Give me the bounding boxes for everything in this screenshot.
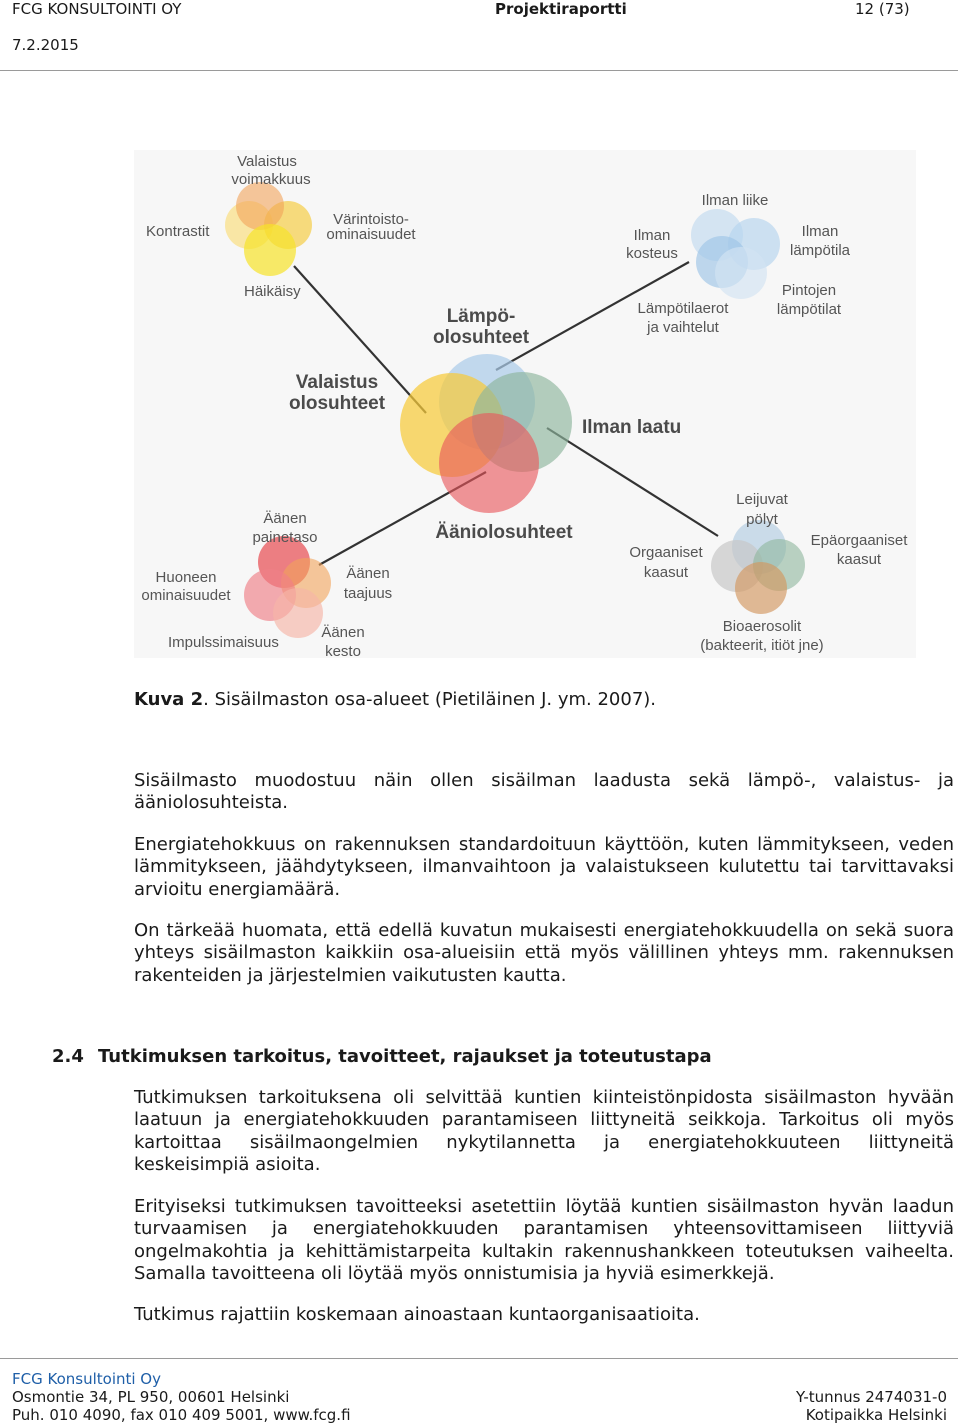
label-valaistus-1: Valaistus	[295, 372, 379, 393]
paragraph-5: Erityiseksi tutkimuksen tavoitteeksi asetettiin löytää kuntien sisäilmaston hyvän laadun turvaamisen ja energiatehokkuuden parantamisen yhteensovittamiseen liittyviä ongelmakohtia ja kehittämistarpeita kultakin rakennushankkeen toteutuksen vaiheelta. Samalla tavoitteena oli löytää myös onnistumisia ja hyviä esimerkkejä.	[134, 1196, 954, 1284]
label-lampotilaerot-1: Lämpötilaerot	[637, 300, 729, 317]
footer-ytunnus: Y-tunnus 2474031-0	[795, 1388, 947, 1406]
label-taajuus-2: taajuus	[343, 585, 393, 602]
circle-air-4	[735, 562, 787, 614]
footer-address: Osmontie 34, PL 950, 00601 Helsinki	[12, 1388, 290, 1406]
footer-kotipaikka: Kotipaikka Helsinki	[805, 1406, 947, 1424]
label-leijuvat-2: pölyt	[746, 511, 778, 528]
label-orgaaniset-1: Orgaaniset	[629, 544, 703, 561]
footer-company: FCG Konsultointi Oy	[12, 1370, 161, 1388]
label-huoneen-2: ominaisuudet	[141, 587, 231, 604]
label-ilman-laatu: Ilman laatu	[582, 417, 682, 438]
indoor-climate-diagram	[134, 150, 916, 658]
label-ilman-kosteus-2: kosteus	[626, 245, 678, 262]
section-number: 2.4	[52, 1046, 84, 1067]
label-impulssimaisuus: Impulssimaisuus	[168, 634, 279, 651]
label-lampo-1: Lämpö-	[446, 306, 516, 327]
header-date: 7.2.2015	[12, 36, 79, 54]
label-epaorgaaniset-1: Epäorgaaniset	[810, 532, 908, 549]
label-valaistus-voimakkuus-1: Valaistus	[237, 153, 297, 170]
label-kesto-2: kesto	[325, 643, 361, 658]
circle-lighting-3	[236, 182, 284, 230]
section-heading	[52, 1045, 712, 1069]
figure-caption	[134, 688, 656, 712]
label-painetaso-2: painetaso	[252, 529, 318, 546]
label-ilman-lampotila-2: lämpötila	[789, 242, 851, 259]
label-bioaerosolit-2: (bakteerit, itiöt jne)	[700, 637, 824, 654]
circle-sound-4	[273, 588, 323, 638]
label-varintoisto-2: ominaisuudet	[326, 226, 416, 243]
label-huoneen-1: Huoneen	[155, 569, 217, 586]
label-lampo-2: olosuhteet	[432, 327, 530, 348]
label-varintoisto-1: Värintoisto-	[333, 211, 409, 228]
label-taajuus-1: Äänen	[346, 565, 390, 582]
label-lampotilaerot-2: ja vaihtelut	[647, 319, 719, 336]
header-page-number: 12 (73)	[855, 0, 910, 18]
label-leijuvat-1: Leijuvat	[736, 491, 788, 508]
label-ilman-liike: Ilman liike	[701, 192, 769, 209]
label-aaniolosuhteet: Ääniolosuhteet	[435, 522, 573, 543]
header-divider	[0, 70, 958, 71]
header-company: FCG KONSULTOINTI OY	[12, 0, 182, 18]
label-pintojen-2: lämpötilat	[776, 301, 842, 318]
paragraph-6: Tutkimus rajattiin koskemaan ainoastaan kuntaorganisaatioita.	[134, 1304, 700, 1325]
label-kontrastit: Kontrastit	[146, 223, 210, 240]
paragraph-2: Energiatehokkuus on rakennuksen standardoituun käyttöön, kuten lämmitykseen, veden lämmitykseen, jäähdytykseen, ilmanvaihtoon ja valaistukseen kulutettu tai tarvittavaksi arvioitu energiamäärä.	[134, 834, 954, 900]
label-bioaerosolit-1: Bioaerosolit	[722, 618, 802, 635]
caption-label: Kuva 2	[134, 689, 204, 710]
label-valaistus-voimakkuus-2: voimakkuus	[231, 171, 311, 188]
label-ilman-lampotila-1: Ilman	[801, 223, 839, 240]
footer-divider	[0, 1358, 958, 1359]
label-painetaso-1: Äänen	[263, 510, 307, 527]
header-doc-type: Projektiraportti	[495, 0, 627, 18]
label-pintojen-1: Pintojen	[781, 282, 837, 299]
caption-text: . Sisäilmaston osa-alueet (Pietiläinen J. ym. 2007).	[203, 689, 657, 710]
footer-phone: Puh. 010 4090, fax 010 409 5001, www.fcg.fi	[12, 1406, 351, 1424]
label-orgaaniset-2: kaasut	[643, 564, 689, 581]
paragraph-4: Tutkimuksen tarkoituksena oli selvittää kuntien kiinteistönpidosta sisäilmaston hyvään laatuun ja energiatehokkuuden parantamiseen liittyneitä seikkoja. Tarkoitus oli myös kartoittaa sisäilmaongelmien nykytilannetta ja energiatehokkuuteen liittyneitä keskeisimpiä asioita.	[134, 1087, 954, 1175]
label-kesto-1: Äänen	[321, 624, 365, 641]
paragraph-1: Sisäilmasto muodostuu näin ollen sisäilman laadusta sekä lämpö-, valaistus- ja ääniolosuhteista.	[134, 770, 954, 814]
section-title: Tutkimuksen tarkoitus, tavoitteet, rajaukset ja toteutustapa	[98, 1046, 712, 1067]
circle-sound	[439, 413, 539, 513]
label-epaorgaaniset-2: kaasut	[836, 551, 882, 568]
label-ilman-kosteus-1: Ilman	[633, 227, 671, 244]
paragraph-3: On tärkeää huomata, että edellä kuvatun mukaisesti energiatehokkuudella on sekä suora yhteys sisäilmaston kaikkiin osa-alueisiin että myös välillinen yhteys mm. rakennuksen rakenteiden ja järjestelmien vaikutusten kautta.	[134, 920, 954, 986]
circle-lighting-4	[244, 224, 296, 276]
label-valaistus-2: olosuhteet	[288, 393, 386, 414]
circle-thermal-4	[715, 247, 767, 299]
label-haikaisy: Häikäisy	[244, 283, 301, 300]
